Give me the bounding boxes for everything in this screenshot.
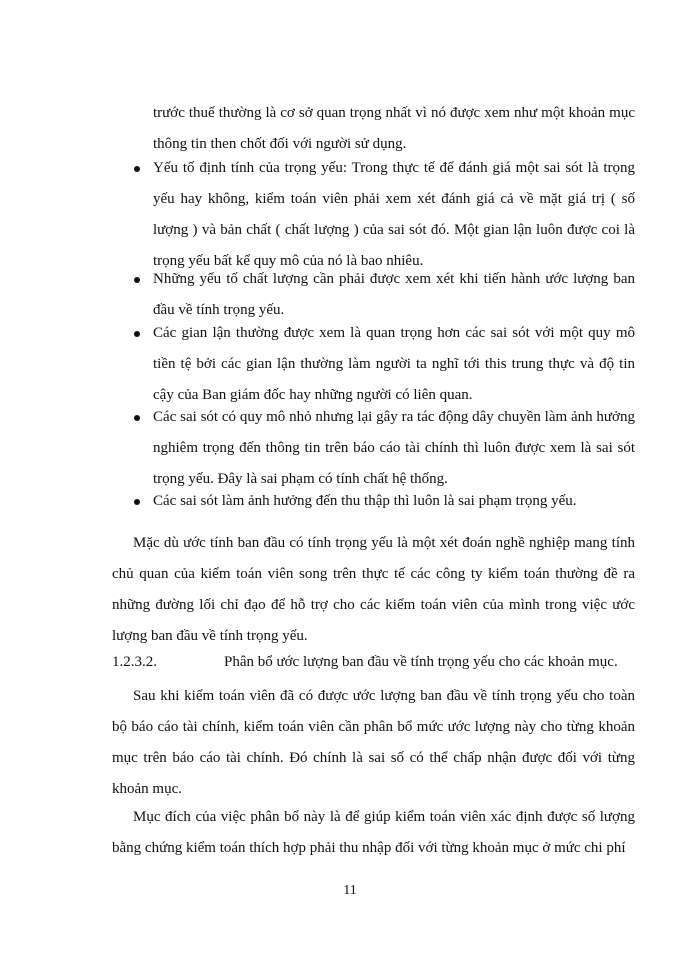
body-paragraph — [112, 528, 635, 652]
body-paragraph — [112, 802, 635, 864]
paragraph-text: Sau khi kiểm toán viên đã có được ước lượng ban đầu về tính trọng yếu cho toàn bộ báo cáo tài chính, kiểm toán viên cần phân bổ mức ước lượng này cho từng khoản mục trên báo cáo tài chính. Đó chính là sai số có thể chấp nhận được đối với từng khoản mục. — [112, 688, 635, 797]
bullet-icon — [134, 331, 140, 337]
bullet-text: Các gian lận thường được xem là quan trọng hơn các sai sót với một quy mô tiền tệ bởi các gian lận thường làm người ta nghĩ tới this trung thực và độ tin cậy của Ban giám đốc hay những người có liên quan. — [153, 325, 635, 403]
section-title: Phân bổ ước lượng ban đầu về tính trọng yếu cho các khoản mục. — [224, 654, 618, 670]
section-number: 1.2.3.2. — [112, 654, 157, 670]
bullet-item — [153, 318, 635, 411]
bullet-icon — [134, 166, 140, 172]
body-paragraph — [112, 681, 635, 805]
bullet-text: Yếu tố định tính của trọng yếu: Trong thực tế để đánh giá một sai sót là trọng yếu hay không, kiểm toán viên phải xem xét đánh giá cả về mặt giá trị ( số lượng ) và bản chất ( chất lượng ) của sai sót đó. Một gian lận luôn được coi là trọng yếu bất kể quy mô của nó là bao nhiêu. — [153, 160, 635, 269]
continuation-paragraph: trước thuế thường là cơ sở quan trọng nhất vì nó được xem như một khoản mục thông tin then chốt đối với người sử dụng. — [153, 105, 635, 152]
page-number: 11 — [343, 883, 357, 898]
section-heading — [112, 647, 635, 678]
bullet-text: Các sai sót có quy mô nhỏ nhưng lại gây ra tác động dây chuyền làm ảnh hưởng nghiêm trọng đến thông tin trên báo cáo tài chính thì luôn được xem là sai sót trọng yếu. Đây là sai phạm có tính chất hệ thống. — [153, 409, 635, 487]
bullet-item — [153, 153, 635, 277]
paragraph-text: Mục đích của việc phân bổ này là để giúp kiểm toán viên xác định được số lượng bằng chứng kiểm toán thích hợp phải thu nhập đối với từng khoản mục ở mức chi phí — [112, 809, 635, 856]
continuation-text — [153, 98, 635, 160]
bullet-text: Các sai sót làm ảnh hưởng đến thu thập thì luôn là sai phạm trọng yếu. — [153, 493, 577, 509]
bullet-icon — [134, 277, 140, 283]
bullet-icon — [134, 415, 140, 421]
bullet-item — [153, 264, 635, 326]
bullet-text: Những yếu tố chất lượng cần phải được xem xét khi tiến hành ước lượng ban đầu về tính trọng yếu. — [153, 271, 635, 318]
bullet-item — [153, 486, 635, 517]
bullet-icon — [134, 499, 140, 505]
paragraph-text: Mặc dù ước tính ban đầu có tính trọng yếu là một xét đoán nghề nghiệp mang tính chủ quan của kiểm toán viên song trên thực tế các công ty kiểm toán thường đề ra những đường lối chỉ đạo để hỗ trợ cho các kiểm toán viên của mình trong việc ước lượng ban đầu về tính trọng yếu. — [112, 535, 635, 644]
bullet-item — [153, 402, 635, 495]
